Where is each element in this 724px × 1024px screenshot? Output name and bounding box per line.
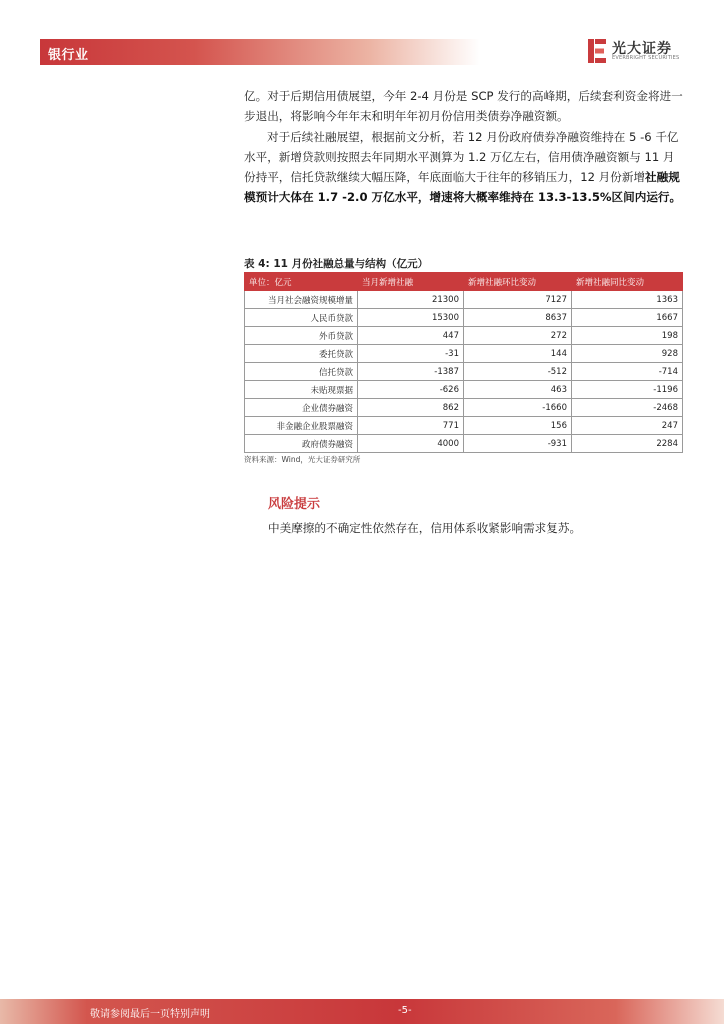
table-cell: 463 bbox=[464, 381, 572, 399]
tsf-structure-table bbox=[244, 272, 683, 453]
sector-label: 银行业 bbox=[48, 48, 89, 63]
table-source-note: 资料来源：Wind，光大证券研究所 bbox=[244, 455, 361, 464]
table-cell: -31 bbox=[358, 345, 464, 363]
paragraph-text: 亿。对于后期信用债展望，今年 2-4 月份是 SCP 发行的高峰期，后续套利资金将进一步退出，将影响今年年末和明年年初月份信用类债券净融资额。 bbox=[244, 89, 683, 123]
table-cell: 8637 bbox=[464, 309, 572, 327]
table-row bbox=[245, 309, 683, 327]
risk-section-title: 风险提示 bbox=[268, 497, 321, 512]
table-cell: -512 bbox=[464, 363, 572, 381]
table-cell: 21300 bbox=[358, 291, 464, 309]
table-cell: 862 bbox=[358, 399, 464, 417]
table-row bbox=[245, 417, 683, 435]
table-row bbox=[245, 399, 683, 417]
brand-logo bbox=[586, 37, 686, 65]
paragraph-tsf-outlook bbox=[244, 127, 686, 207]
table-header-row bbox=[245, 273, 683, 291]
column-header: 新增社融同比变动 bbox=[572, 273, 683, 291]
table-row bbox=[245, 327, 683, 345]
disclaimer-note: 敬请参阅最后一页特别声明 bbox=[90, 1009, 210, 1020]
column-header: 单位：亿元 bbox=[245, 273, 358, 291]
table-row bbox=[245, 435, 683, 453]
row-label: 企业债券融资 bbox=[245, 399, 358, 417]
header-bar bbox=[40, 39, 480, 65]
table-row bbox=[245, 345, 683, 363]
table-cell: 2284 bbox=[572, 435, 683, 453]
table-cell: 4000 bbox=[358, 435, 464, 453]
table-cell: 198 bbox=[572, 327, 683, 345]
logo-en-text: EVERBRIGHT SECURITIES bbox=[612, 55, 680, 61]
row-label: 政府债券融资 bbox=[245, 435, 358, 453]
table-cell: 447 bbox=[358, 327, 464, 345]
row-label: 人民币贷款 bbox=[245, 309, 358, 327]
row-label: 委托贷款 bbox=[245, 345, 358, 363]
column-header: 当月新增社融 bbox=[358, 273, 464, 291]
table-row bbox=[245, 381, 683, 399]
logo-cn-text: 光大证券 bbox=[612, 41, 672, 57]
table-row bbox=[245, 291, 683, 309]
table-cell: -2468 bbox=[572, 399, 683, 417]
table-cell: 1667 bbox=[572, 309, 683, 327]
row-label: 当月社会融资规模增量 bbox=[245, 291, 358, 309]
table-row bbox=[245, 363, 683, 381]
table-cell: -714 bbox=[572, 363, 683, 381]
paragraph-credit-outlook bbox=[244, 86, 686, 126]
table-title: 表 4: 11 月份社融总量与结构（亿元） bbox=[244, 258, 429, 270]
paragraph-bold-conclusion: 社融规模预计大体在 1.7 -2.0 万亿水平，增速将大概率维持在 13.3-13.5%区间内运行。 bbox=[244, 170, 682, 204]
row-label: 外币贷款 bbox=[245, 327, 358, 345]
row-label: 非金融企业股票融资 bbox=[245, 417, 358, 435]
table-cell: 1363 bbox=[572, 291, 683, 309]
column-header: 新增社融环比变动 bbox=[464, 273, 572, 291]
page-number: -5- bbox=[398, 1005, 412, 1016]
paragraph-text: 对于后续社融展望，根据前文分析，若 12 月份政府债券净融资维持在 5 -6 千亿水平，新增贷款则按照去年同期水平测算为 1.2 万亿左右，信用债净融资额与 11 月份持平，信托贷款继续大幅压降，年底面临大于往年的移销压力，12 月份新增 bbox=[244, 130, 679, 184]
row-label: 信托贷款 bbox=[245, 363, 358, 381]
risk-section-text: 中美摩擦的不确定性依然存在，信用体系收紧影响需求复苏。 bbox=[268, 521, 582, 535]
table-cell: -1387 bbox=[358, 363, 464, 381]
table-cell: 144 bbox=[464, 345, 572, 363]
table-cell: 771 bbox=[358, 417, 464, 435]
table-cell: 272 bbox=[464, 327, 572, 345]
table-cell: 15300 bbox=[358, 309, 464, 327]
table-cell: -1196 bbox=[572, 381, 683, 399]
table-cell: 247 bbox=[572, 417, 683, 435]
row-label: 未贴现票据 bbox=[245, 381, 358, 399]
table-cell: 928 bbox=[572, 345, 683, 363]
table-cell: -626 bbox=[358, 381, 464, 399]
table-cell: 7127 bbox=[464, 291, 572, 309]
table-cell: -931 bbox=[464, 435, 572, 453]
everbright-logo-icon bbox=[586, 37, 608, 65]
table-cell: 156 bbox=[464, 417, 572, 435]
table-cell: -1660 bbox=[464, 399, 572, 417]
